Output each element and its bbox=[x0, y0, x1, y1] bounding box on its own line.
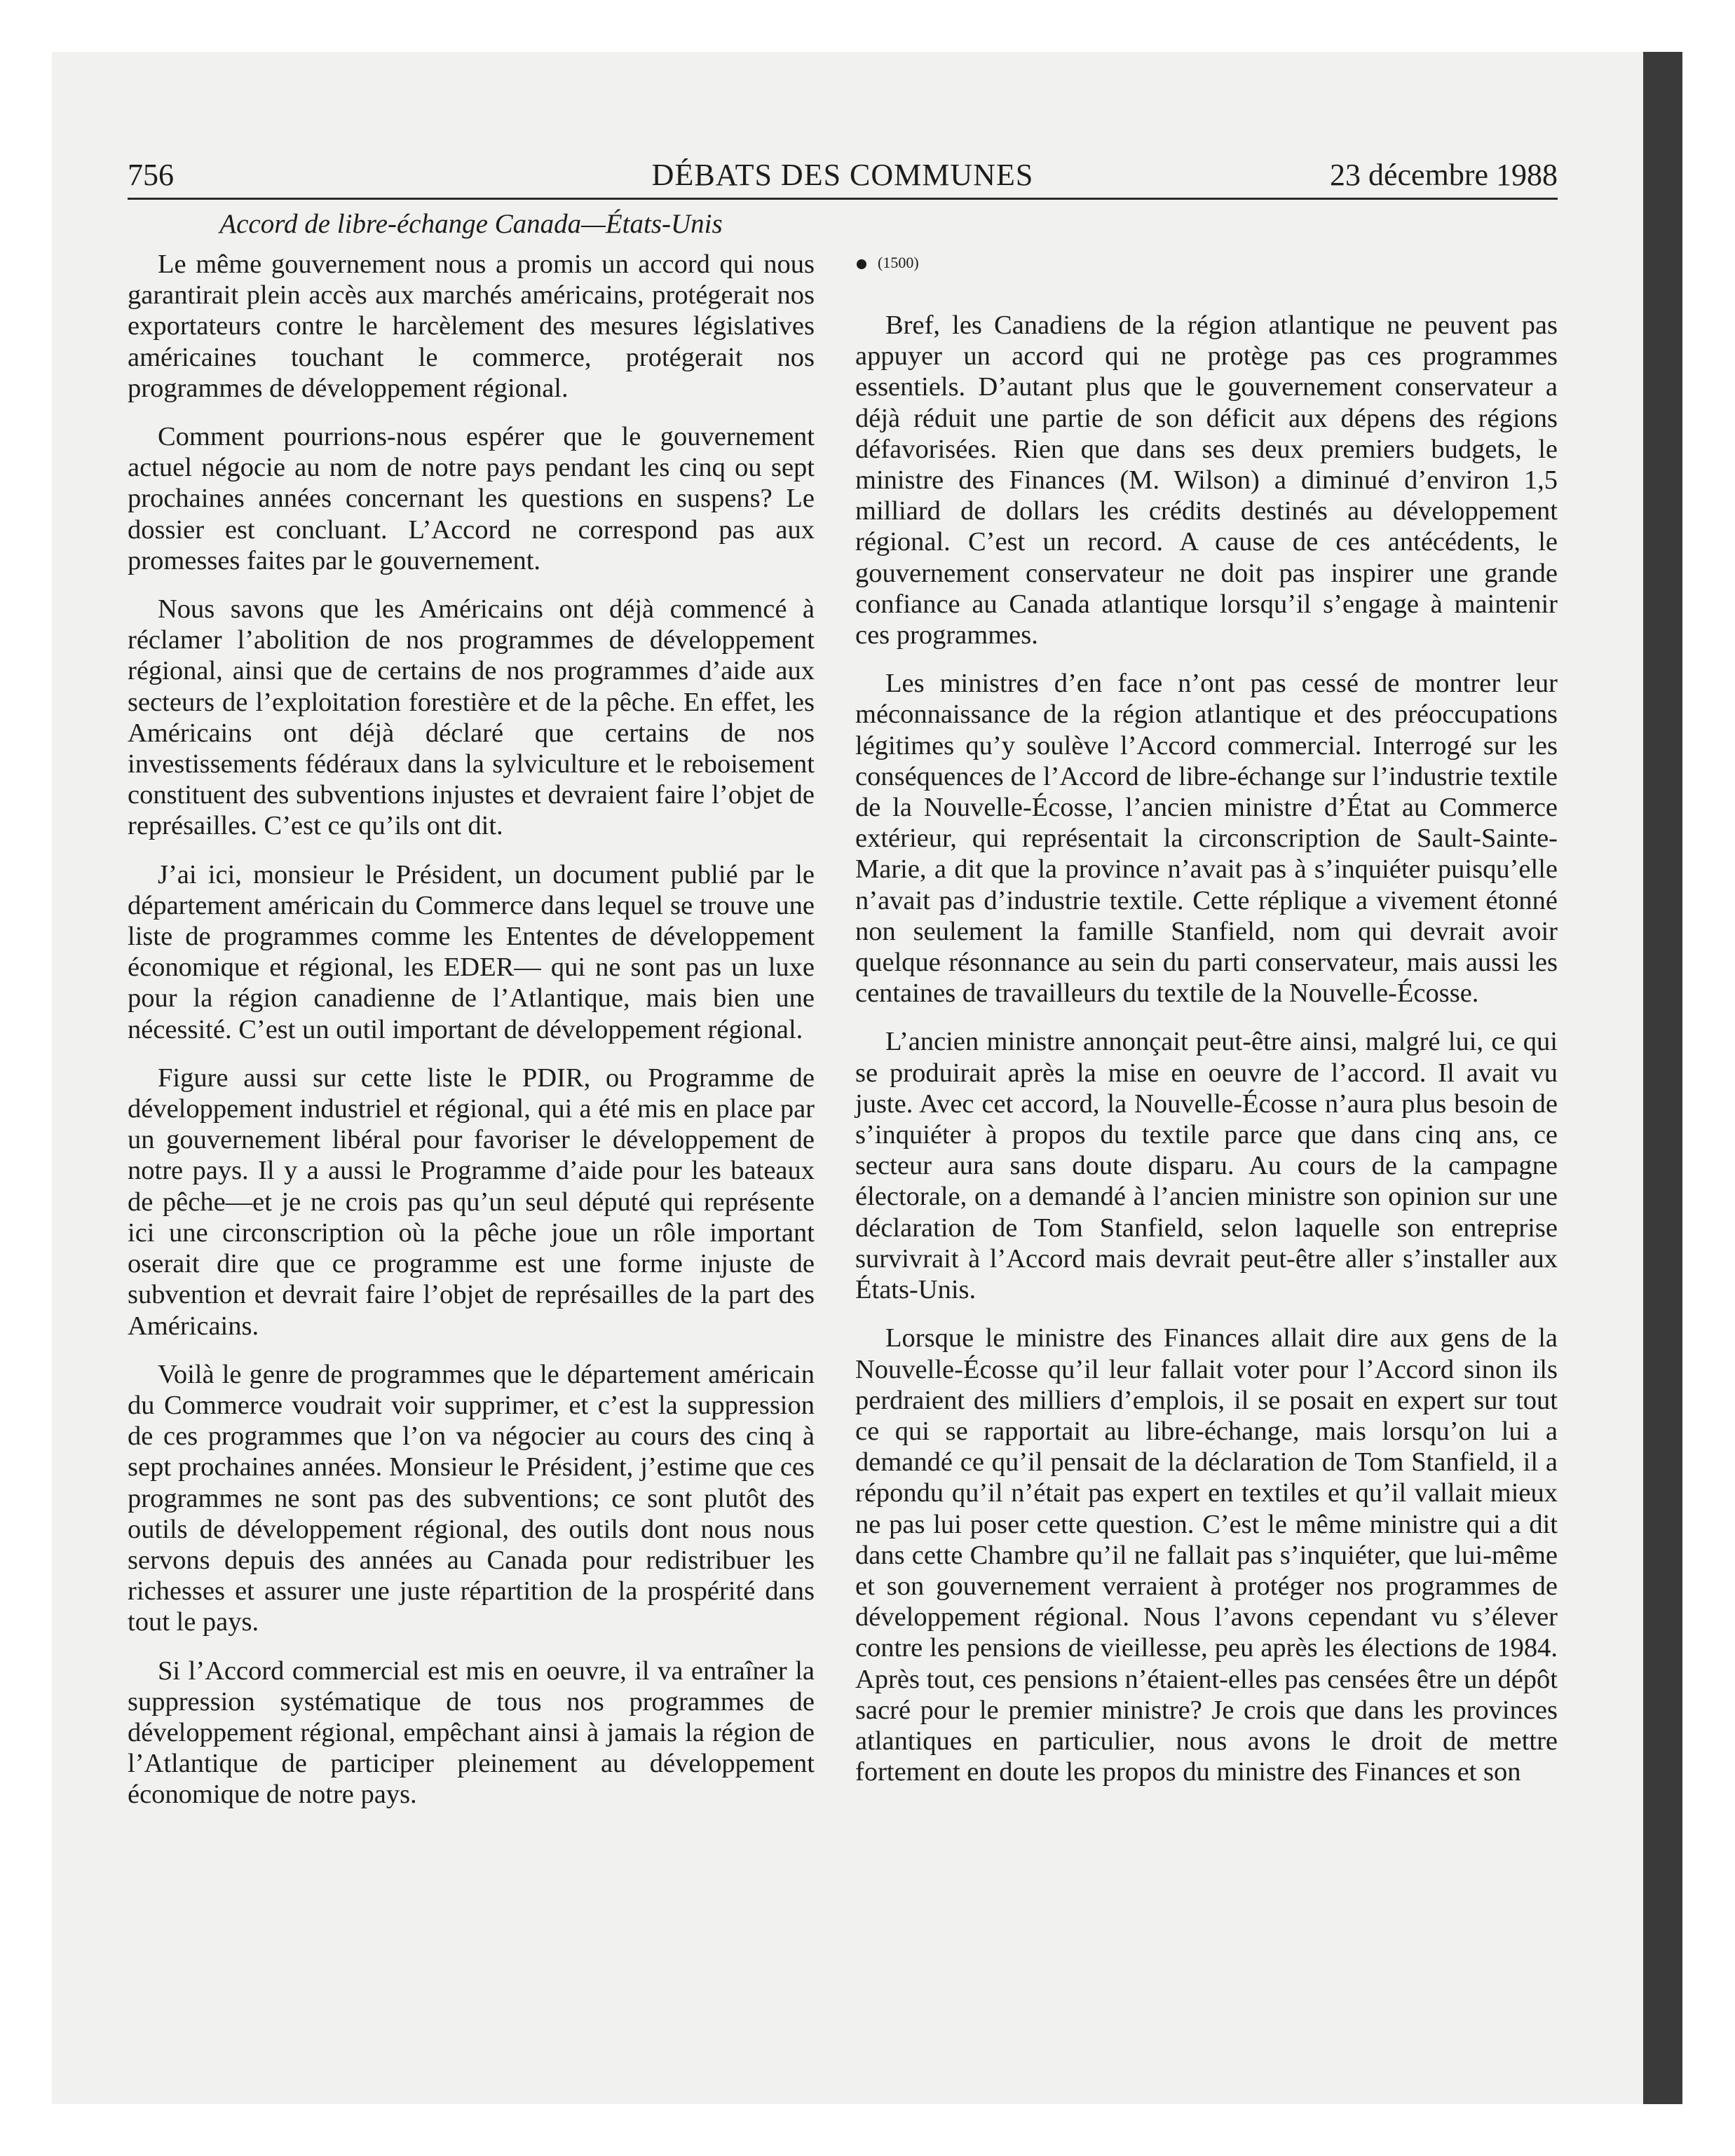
bullet-icon bbox=[857, 259, 866, 269]
paragraph: Les ministres d’en face n’ont pas cessé de montrer leur méconnaissance de la région atlantique et des préoccupations légitimes qu’y soulève l’Accord commercial. Interrogé sur les conséquences de l’Accord de libre-échange sur l’industrie textile de la Nouvelle-Écosse, l’ancien ministre d’État au Commerce extérieur, qui représentait la circonscription de Sault-Sainte-Marie, a dit que la province n’avait pas à s’inquiéter puisqu’elle n’avait pas d’industrie textile. Cette réplique a vivement étonné non seulement la famille Stanfield, nom qui devrait avoir quelque résonnance au sein du parti conservateur, mais aussi les centaines de travailleurs du textile de la Nouvelle-Écosse. bbox=[855, 669, 1558, 1009]
right-column bbox=[855, 252, 1558, 1805]
section-subtitle: Accord de libre-échange Canada—États-Unis bbox=[219, 209, 723, 239]
paragraph: Le même gouvernement nous a promis un accord qui nous garantirait plein accès aux marchés américains, protégerait nos exportateurs contre le harcèlement des mesures législatives américaines touchant le commerce, protégerait nos programmes de développement régional. bbox=[128, 250, 815, 403]
paragraph: L’ancien ministre annonçait peut-être ainsi, malgré lui, ce qui se produirait après la mise en oeuvre de l’accord. Il avait vu juste. Avec cet accord, la Nouvelle-Écosse n’aura plus besoin de s’inquiéter à propos du textile parce que dans cinq ans, ce secteur aura sans doute disparu. Au cours de la campagne électorale, on a demandé à l’ancien ministre son opinion sur une déclaration de Tom Stanfield, selon laquelle son entreprise survivrait à l’Accord mais devrait peut-être aller s’installer aux États-Unis. bbox=[855, 1027, 1558, 1305]
paragraph: Comment pourrions-nous espérer que le gouvernement actuel négocie au nom de notre pays pendant les cinq ou sept prochaines années concernant les questions en suspens? Le dossier est concluant. L’Accord ne correspond pas aux promesses faites par le gouvernement. bbox=[128, 422, 815, 575]
publication-title: DÉBATS DES COMMUNES bbox=[651, 158, 1034, 192]
paragraph: Bref, les Canadiens de la région atlantique ne peuvent pas appuyer un accord qui ne protège pas ces programmes essentiels. D’autant plus que le gouvernement conservateur a déjà réduit une partie de son déficit aux dépens des régions défavorisées. Rien que dans ses deux premiers budgets, le ministre des Finances (M. Wilson) a diminué d’environ 1,5 milliard de dollars les crédits destinés au développement régional. C’est un record. A cause de ces antécédents, le gouvernement conservateur ne doit pas inspirer une grande confiance au Canada atlantique lorsqu’il s’engage à maintenir ces programmes. bbox=[855, 311, 1558, 650]
paragraph: Si l’Accord commercial est mis en oeuvre, il va entraîner la suppression systématique de tous nos programmes de développement régional, empêchant ainsi à jamais la région de l’Atlantique de participer pleinement au développement économique de notre pays. bbox=[128, 1656, 815, 1810]
binding-edge bbox=[1643, 52, 1682, 2104]
paragraph: J’ai ici, monsieur le Président, un document publié par le département américain du Commerce dans lequel se trouve une liste de programmes comme les Ententes de développement économique et régional, les EDER— qui ne sont pas un luxe pour la région canadienne de l’Atlantique, mais bien une nécessité. C’est un outil important de développement régional. bbox=[128, 859, 815, 1044]
paragraph: Voilà le genre de programmes que le département américain du Commerce voudrait voir supprimer, et c’est la suppression de ces programmes que l’on va négocier au cours des cinq à sept prochaines années. Monsieur le Président, j’estime que ces programmes ne sont pas des subventions; ce sont plutôt des outils de développement régional, des outils dont nous nous servons depuis des années au Canada pour redistribuer les richesses et assurer une juste répartition de la prospérité dans tout le pays. bbox=[128, 1359, 815, 1637]
page-header bbox=[128, 156, 1558, 200]
paragraph: Figure aussi sur cette liste le PDIR, ou Programme de développement industriel et régional, qui a été mis en place par un gouvernement libéral pour favoriser le développement de notre pays. Il y a aussi le Programme d’aide pour les bateaux de pêche—et je ne crois pas qu’un seul député qui représente ici une circonscription où la pêche joue un rôle important oserait dire que ce programme est une forme injuste de subvention et devrait faire l’objet de représailles de la part des Américains. bbox=[128, 1063, 815, 1341]
page-number: 756 bbox=[128, 158, 174, 192]
paragraph: Nous savons que les Américains ont déjà commencé à réclamer l’abolition de nos programmes de développement régional, ainsi que de certains de nos programmes d’aide aux secteurs de l’exploitation forestière et de la pêche. En effet, les Américains ont déjà déclaré que certains de nos investissements fédéraux dans la sylviculture et le reboisement constituent des subventions injustes et devraient faire l’objet de représailles. C’est ce qu’ils ont dit. bbox=[128, 594, 815, 841]
paragraph: Lorsque le ministre des Finances allait dire aux gens de la Nouvelle-Écosse qu’il leur fallait voter pour l’Accord sinon ils perdraient des milliers d’emplois, il se posait en expert sur tout ce qui se rapportait au libre-échange, mais lorsqu’on lui a demandé ce qu’il pensait de la déclaration de Tom Stanfield, il a répondu qu’il n’était pas expert en textiles et qu’il vallait mieux ne pas lui poser cette question. C’est le même ministre qui a dit dans cette Chambre qu’il ne fallait pas s’inquiéter, que lui-même et son gouvernement verraient à protéger nos programmes de développement régional. Nous l’avons cependant vu s’élever contre les pensions de vieillesse, peu après les élections de 1984. Après tout, ces pensions n’étaient-elles pas censées être un dépôt sacré pour le premier ministre? Je crois que dans les provinces atlantiques en particulier, nous avons le droit de mettre fortement en doute les propos du ministre des Finances et son bbox=[855, 1323, 1558, 1787]
left-column bbox=[128, 249, 815, 1828]
time-marker-label: (1500) bbox=[878, 254, 919, 271]
time-marker bbox=[855, 252, 1558, 273]
page-date: 23 décembre 1988 bbox=[1330, 158, 1558, 192]
